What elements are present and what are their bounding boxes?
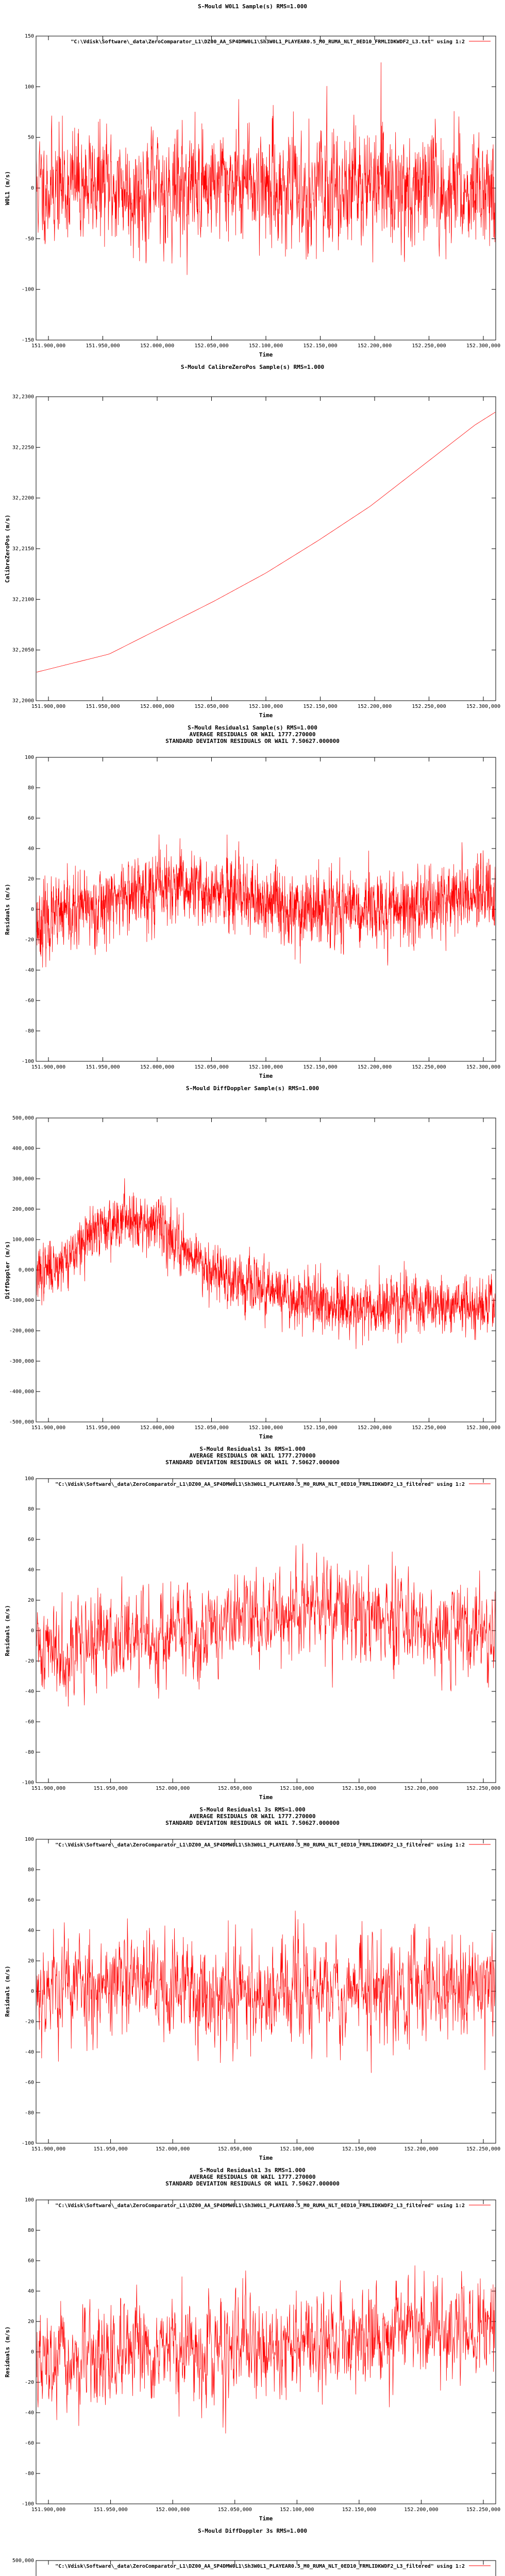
x-axis-label: Time [259, 2515, 273, 2522]
y-tick-label: -40 [24, 968, 34, 973]
x-tick-label: 152.050,000 [217, 1786, 252, 1791]
y-tick-label: -50 [24, 236, 34, 242]
y-tick-label: 500,000 [12, 1115, 34, 1121]
y-tick-label: 80 [27, 2228, 34, 2233]
y-tick-label: -150 [21, 337, 34, 343]
y-axis-label: Residuals (m/s) [4, 2326, 11, 2378]
plot-frame [36, 1118, 496, 1422]
x-tick-label: 152.300,000 [466, 704, 501, 709]
y-tick-label: 300,000 [12, 1176, 34, 1182]
y-tick-label: -60 [24, 2441, 34, 2446]
x-tick-label: 152.000,000 [156, 2146, 190, 2152]
x-tick-label: 152.150,000 [303, 343, 338, 349]
chart-title: AVERAGE RESIDUALS OR WAIL 1777.270000 [189, 1452, 316, 1459]
x-tick-label: 151.900,000 [31, 2146, 66, 2152]
x-tick-label: 151.950,000 [86, 1064, 120, 1070]
x-tick-label: 151.900,000 [31, 1064, 66, 1070]
chart-panel [0, 1803, 505, 2164]
y-tick-label: 80 [27, 1506, 34, 1512]
y-tick-label: -20 [24, 2019, 34, 2025]
chart-title: S-Mould W0L1 Sample(s) RMS=1.000 [198, 3, 307, 10]
y-tick-label: 100 [24, 84, 34, 90]
y-tick-label: 400,000 [12, 1146, 34, 1151]
x-tick-label: 152.050,000 [194, 343, 229, 349]
y-axis-label: Residuals (m/s) [4, 1965, 11, 2017]
chart-title: S-Mould Residuals1 3s RMS=1.000 [199, 2167, 306, 2174]
x-tick-label: 152.100,000 [248, 1064, 283, 1070]
x-tick-label: 151.900,000 [31, 1786, 66, 1791]
x-tick-label: 152.000,000 [156, 1786, 190, 1791]
y-tick-label: 50 [27, 134, 34, 141]
y-tick-label: -80 [24, 1028, 34, 1034]
x-tick-label: 151.900,000 [31, 2507, 66, 2513]
series-line [36, 1544, 496, 1706]
series-line [36, 412, 496, 672]
x-tick-label: 152.000,000 [140, 1425, 175, 1431]
y-tick-label: 100 [24, 2197, 34, 2203]
chart-panel [0, 0, 505, 361]
x-tick-label: 152.050,000 [194, 1064, 229, 1070]
y-tick-label: -60 [24, 1719, 34, 1725]
x-tick-label: 152.050,000 [194, 704, 229, 709]
y-tick-label: -80 [24, 2110, 34, 2116]
x-axis-label: Time [259, 351, 273, 358]
x-tick-label: 152.250,000 [412, 704, 446, 709]
y-tick-label: 20 [27, 2319, 34, 2325]
y-tick-label: -20 [24, 2380, 34, 2385]
x-tick-label: 152.150,000 [342, 2146, 376, 2152]
y-tick-label: 40 [27, 846, 34, 852]
x-tick-label: 152.150,000 [342, 1786, 376, 1791]
y-tick-label: 100 [24, 755, 34, 760]
x-tick-label: 151.900,000 [31, 1425, 66, 1431]
x-tick-label: 151.950,000 [93, 2146, 128, 2152]
x-tick-label: 152.200,000 [404, 2146, 439, 2152]
x-tick-label: 152.250,000 [466, 2507, 501, 2513]
y-tick-label: 60 [27, 1537, 34, 1543]
chart-panel [0, 1443, 505, 1803]
y-axis-label: Residuals (m/s) [4, 1605, 11, 1656]
y-tick-label: 20 [27, 1958, 34, 1964]
y-tick-label: -80 [24, 1750, 34, 1755]
y-tick-label: -20 [24, 1658, 34, 1664]
chart-title: STANDARD DEVIATION RESIDUALS OR WAIL 7.50627.000000 [165, 738, 340, 744]
x-tick-label: 152.250,000 [412, 343, 446, 349]
x-tick-label: 152.000,000 [140, 704, 175, 709]
y-tick-label: 80 [27, 1867, 34, 1873]
y-tick-label: 60 [27, 816, 34, 821]
y-tick-label: 200,000 [12, 1207, 34, 1212]
x-tick-label: 152.200,000 [404, 1786, 439, 1791]
x-tick-label: 152.100,000 [280, 2507, 314, 2513]
y-tick-label: 0 [30, 1628, 34, 1634]
y-tick-label: 32,2300 [12, 394, 34, 400]
y-tick-label: 32,2100 [12, 597, 34, 603]
chart-title: AVERAGE RESIDUALS OR WAIL 1777.270000 [189, 731, 316, 738]
y-tick-label: 60 [27, 2258, 34, 2264]
y-tick-label: -500,000 [9, 1419, 34, 1425]
y-tick-label: -40 [24, 2410, 34, 2416]
chart-svg [0, 1803, 505, 2164]
y-tick-label: 100 [24, 1476, 34, 1482]
x-axis-label: Time [259, 1433, 273, 1440]
x-tick-label: 152.250,000 [466, 2146, 501, 2152]
chart-panel [0, 2524, 505, 2576]
x-tick-label: 151.950,000 [86, 704, 120, 709]
x-tick-label: 152.300,000 [466, 343, 501, 349]
chart-panel [0, 2164, 505, 2524]
chart-title: AVERAGE RESIDUALS OR WAIL 1777.270000 [189, 1813, 316, 1820]
y-tick-label: -100 [21, 1059, 34, 1064]
x-tick-label: 151.900,000 [31, 704, 66, 709]
x-tick-label: 152.200,000 [404, 2507, 439, 2513]
chart-title: S-Mould Residuals1 3s RMS=1.000 [199, 1806, 306, 1813]
y-tick-label: 60 [27, 1897, 34, 1903]
y-tick-label: -100 [21, 2501, 34, 2507]
x-tick-label: 151.900,000 [31, 343, 66, 349]
y-axis-label: CalibreZeroPos (m/s) [4, 514, 11, 583]
y-tick-label: 40 [27, 2289, 34, 2294]
chart-title: STANDARD DEVIATION RESIDUALS OR WAIL 7.50627.000000 [165, 1459, 340, 1466]
y-tick-label: 32,2150 [12, 546, 34, 552]
x-tick-label: 152.250,000 [412, 1064, 446, 1070]
y-tick-label: -80 [24, 2471, 34, 2477]
x-tick-label: 151.950,000 [86, 343, 120, 349]
y-tick-label: 0 [30, 1989, 34, 1994]
chart-title: S-Mould CalibreZeroPos Sample(s) RMS=1.000 [180, 364, 325, 370]
x-tick-label: 152.000,000 [140, 1064, 175, 1070]
y-tick-label: -100 [21, 286, 34, 293]
x-tick-label: 152.150,000 [303, 704, 338, 709]
y-tick-label: 32,2050 [12, 647, 34, 653]
y-tick-label: -40 [24, 2049, 34, 2055]
chart-panel [0, 721, 505, 1082]
x-axis-label: Time [259, 1073, 273, 1079]
x-tick-label: 152.050,000 [217, 2507, 252, 2513]
y-tick-label: 40 [27, 1567, 34, 1573]
chart-panel [0, 361, 505, 721]
chart-svg [0, 0, 505, 361]
chart-title: S-Mould Residuals1 Sample(s) RMS=1.000 [188, 724, 317, 731]
x-tick-label: 152.050,000 [194, 1425, 229, 1431]
series-line [36, 2266, 496, 2434]
x-tick-label: 151.950,000 [93, 1786, 128, 1791]
chart-title: S-Mould DiffDoppler 3s RMS=1.000 [198, 2528, 307, 2534]
x-tick-label: 152.200,000 [357, 1425, 392, 1431]
chart-title: S-Mould Residuals1 3s RMS=1.000 [199, 1446, 306, 1452]
y-tick-label: -60 [24, 2080, 34, 2086]
x-tick-label: 152.300,000 [466, 1425, 501, 1431]
y-tick-label: -300,000 [9, 1359, 34, 1364]
legend-entry: "C:\Vdisk\Software\_data\ZeroComparator_L1\DZ00_AA_SP4DMW0L1\Sh3W0L1_PLAYEAR0.5_M0_RUMA_NLT_0ED10_FRMLIDKWDF2_L3_filtered" using 1:2 [55, 1842, 465, 1848]
chart-svg [0, 1082, 505, 1443]
x-tick-label: 152.300,000 [466, 1064, 501, 1070]
y-tick-label: 100 [24, 1837, 34, 1842]
y-tick-label: 20 [27, 876, 34, 882]
y-tick-label: 0 [30, 907, 34, 912]
chart-title: STANDARD DEVIATION RESIDUALS OR WAIL 7.50627.000000 [165, 2180, 340, 2187]
x-tick-label: 152.150,000 [342, 2507, 376, 2513]
x-tick-label: 151.950,000 [86, 1425, 120, 1431]
y-tick-label: 20 [27, 1598, 34, 1603]
chart-svg [0, 721, 505, 1082]
legend-entry: "C:\Vdisk\Software\_data\ZeroComparator_L1\DZ00_AA_SP4DMW0L1\Sh3W0L1_PLAYEAR0.5_M0_RUMA_NLT_0ED10_FRMLIDKWDF2_L3.txt" using 1:2 [71, 39, 465, 45]
y-tick-label: -200,000 [9, 1328, 34, 1334]
x-tick-label: 152.100,000 [280, 1786, 314, 1791]
y-tick-label: 0,000 [18, 1267, 34, 1273]
y-tick-label: -60 [24, 998, 34, 1004]
x-tick-label: 152.100,000 [248, 704, 283, 709]
series-line [36, 62, 496, 275]
y-tick-label: 500,000 [12, 2558, 34, 2564]
x-tick-label: 152.150,000 [303, 1064, 338, 1070]
y-tick-label: -100,000 [9, 1298, 34, 1303]
y-tick-label: 80 [27, 785, 34, 791]
legend-entry: "C:\Vdisk\Software\_data\ZeroComparator_L1\DZ00_AA_SP4DMW0L1\Sh3W0L1_PLAYEAR0.5_M0_RUMA_NLT_0ED10_FRMLIDKWDF2_L3_filtered" using 1:2 [55, 1482, 465, 1487]
series-line [36, 1911, 496, 2073]
y-tick-label: 150 [24, 33, 34, 39]
x-tick-label: 151.950,000 [93, 2507, 128, 2513]
y-tick-label: 32,2250 [12, 445, 34, 451]
series-line [36, 835, 496, 967]
x-tick-label: 152.000,000 [140, 343, 175, 349]
y-axis-label: Residuals (m/s) [4, 884, 11, 935]
x-tick-label: 152.250,000 [466, 1786, 501, 1791]
x-tick-label: 152.250,000 [412, 1425, 446, 1431]
series-line [36, 1178, 496, 1349]
x-tick-label: 152.000,000 [156, 2507, 190, 2513]
chart-svg [0, 1443, 505, 1803]
y-tick-label: 32,2200 [12, 495, 34, 501]
y-axis-label: W0L1 (m/s) [4, 171, 11, 206]
chart-svg [0, 361, 505, 721]
x-tick-label: 152.150,000 [303, 1425, 338, 1431]
y-tick-label: 40 [27, 1928, 34, 1934]
x-axis-label: Time [259, 712, 273, 719]
x-tick-label: 152.100,000 [248, 343, 283, 349]
chart-title: AVERAGE RESIDUALS OR WAIL 1777.270000 [189, 2174, 316, 2180]
x-tick-label: 152.200,000 [357, 1064, 392, 1070]
chart-svg [0, 2164, 505, 2524]
y-tick-label: 100,000 [12, 1237, 34, 1243]
x-axis-label: Time [259, 2155, 273, 2161]
y-tick-label: -20 [24, 937, 34, 943]
y-tick-label: -100 [21, 2141, 34, 2146]
x-tick-label: 152.050,000 [217, 2146, 252, 2152]
chart-panel [0, 1082, 505, 1443]
legend-entry: "C:\Vdisk\Software\_data\ZeroComparator_L1\DZ00_AA_SP4DMW0L1\Sh3W0L1_PLAYEAR0.5_M0_RUMA_NLT_0ED10_FRMLIDKWDF2_L3_filtered" using 1:2 [55, 2203, 465, 2209]
y-tick-label: 0 [30, 185, 34, 191]
y-axis-label: DiffDoppler (m/s) [4, 1241, 11, 1299]
x-tick-label: 152.100,000 [248, 1425, 283, 1431]
x-tick-label: 152.200,000 [357, 343, 392, 349]
x-tick-label: 152.100,000 [280, 2146, 314, 2152]
y-tick-label: 0 [30, 2349, 34, 2355]
y-tick-label: -100 [21, 1780, 34, 1786]
chart-title: S-Mould DiffDoppler Sample(s) RMS=1.000 [186, 1085, 319, 1092]
y-tick-label: -40 [24, 1689, 34, 1694]
x-axis-label: Time [259, 1794, 273, 1801]
chart-svg [0, 2524, 505, 2576]
x-tick-label: 152.200,000 [357, 704, 392, 709]
y-tick-label: -400,000 [9, 1389, 34, 1395]
legend-entry: "C:\Vdisk\Software\_data\ZeroComparator_L1\DZ00_AA_SP4DMW0L1\Sh3W0L1_PLAYEAR0.5_M0_RUMA_NLT_0ED10_FRMLIDKWDF2_L3_filtered" using 1:2 [55, 2564, 465, 2569]
chart-title: STANDARD DEVIATION RESIDUALS OR WAIL 7.50627.000000 [165, 1820, 340, 1826]
y-tick-label: 32,2000 [12, 698, 34, 704]
